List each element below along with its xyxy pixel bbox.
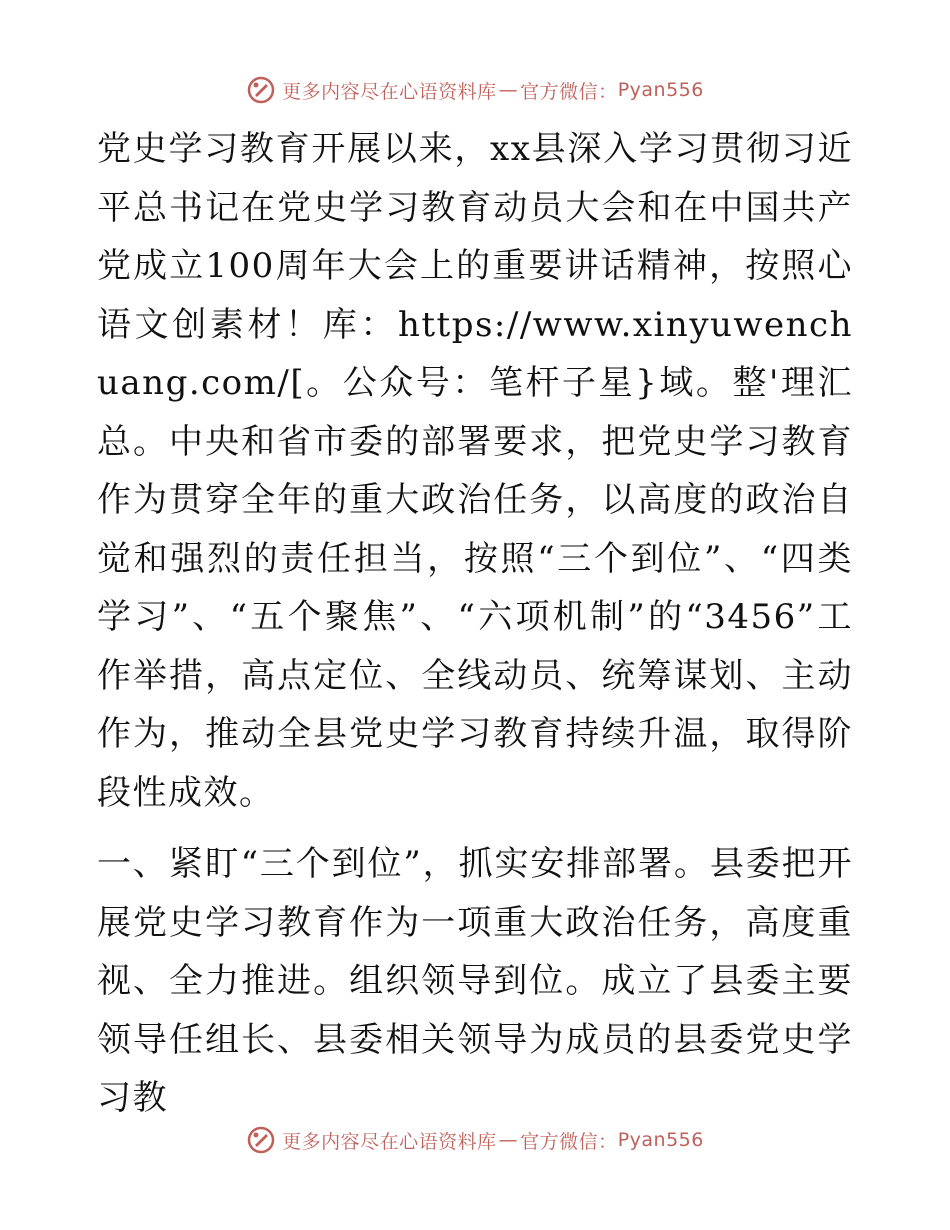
logo-icon bbox=[246, 75, 276, 105]
logo-icon bbox=[246, 1125, 276, 1155]
watermark-separator: — bbox=[498, 79, 519, 101]
watermark-text: 更多内容尽在心语资料库 bbox=[282, 80, 497, 103]
paragraph-intro: 党史学习教育开展以来，xx县深入学习贯彻习近平总书记在党史学习教育动员大会和在中国共产党成立100周年大会上的重要讲话精神，按照心语文创素材！库：https://www.xinyuwenchuang.com/[。公众号：笔杆子星}域。整'理汇总。中央和省市委的部署要求，把党史学习教育作为贯穿全年的重大政治任务，以高度的政治自觉和强烈的责任担当，按照“三个到位”、“四类学习”、“五个聚焦”、“六项机制”的“3456”工作举措，高点定位、全线动员、统筹谋划、主动作为，推动全县党史学习教育持续升温，取得阶段性成效。 bbox=[97, 129, 853, 813]
watermark-footer bbox=[0, 1120, 950, 1160]
watermark-header bbox=[0, 70, 950, 110]
watermark-text: 更多内容尽在心语资料库 bbox=[282, 1130, 497, 1153]
paragraph-section-one: 一、紧盯“三个到位”，抓实安排部署。县委把开展党史学习教育作为一项重大政治任务，高度重视、全力推进。组织领导到位。成立了县委主要领导任组长、县委相关领导为成员的县委党史学习教 bbox=[97, 844, 853, 1118]
watermark-wechat-label: 官方微信： bbox=[520, 80, 618, 103]
watermark-wechat-id: Pyan556 bbox=[617, 1129, 704, 1151]
watermark-wechat-id: Pyan556 bbox=[617, 79, 704, 101]
watermark-separator: — bbox=[498, 1129, 519, 1151]
document-body bbox=[97, 120, 853, 1128]
watermark-wechat-label: 官方微信： bbox=[520, 1130, 618, 1153]
